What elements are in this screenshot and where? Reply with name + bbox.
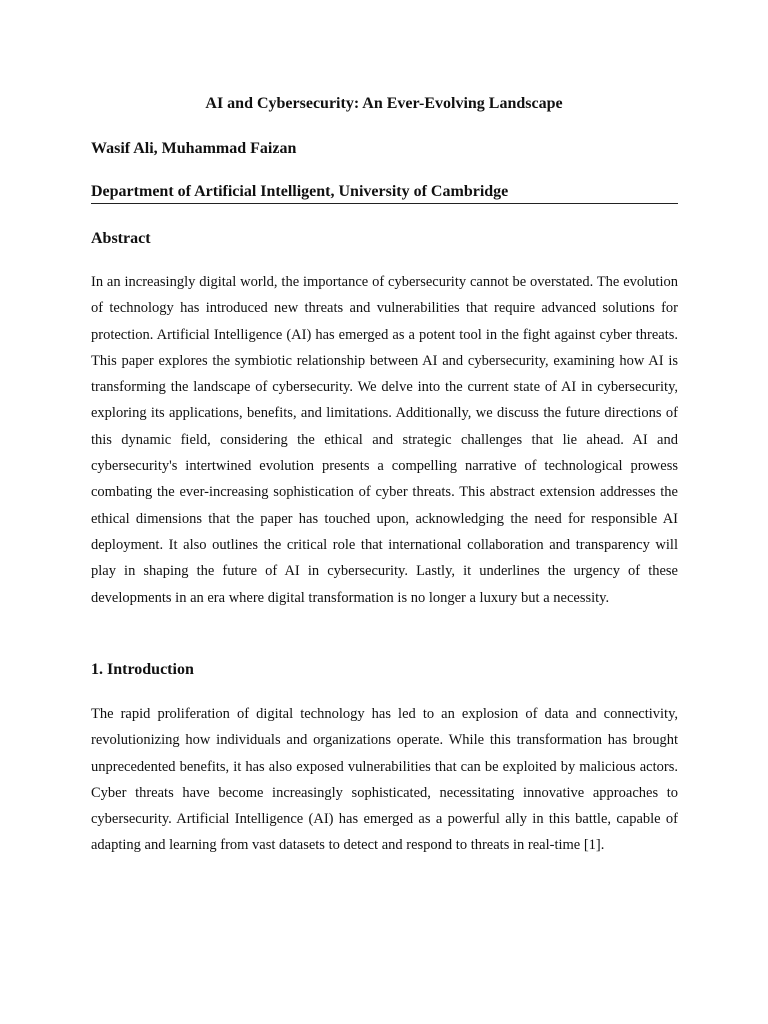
introduction-body: The rapid proliferation of digital technology has led to an explosion of data and connectivity, revolutionizing how individuals and organizations operate. While this transformation has brought unprecedented benefits, it has also exposed vulnerabilities that can be exploited by malicious actors. Cyber threats have become increasingly sophisticated, necessitating innovative approaches to cybersecurity. Artificial Intelligence (AI) has emerged as a powerful ally in this battle, capable of adapting and learning from vast datasets to detect and respond to threats in real-time [1]. [91, 706, 678, 854]
introduction-heading: 1. Introduction [91, 661, 194, 678]
abstract-heading: Abstract [91, 230, 151, 247]
paper-authors: Wasif Ali, Muhammad Faizan [91, 140, 297, 157]
abstract-body: In an increasingly digital world, the importance of cybersecurity cannot be overstated. The evolution of technology has introduced new threats and vulnerabilities that require advanced solutions for protection. Artificial Intelligence (AI) has emerged as a potent tool in the fight against cyber threats. This paper explores the symbiotic relationship between AI and cybersecurity, examining how AI is transforming the landscape of cybersecurity. We delve into the current state of AI in cybersecurity, exploring its applications, benefits, and limitations. Additionally, we discuss the future directions of this dynamic field, considering the ethical and strategic challenges that lie ahead. AI and cybersecurity's intertwined evolution presents a compelling narrative of technological prowess combating the ever-increasing sophistication of cyber threats. This abstract extension addresses the ethical dimensions that the paper has touched upon, acknowledging the need for responsible AI deployment. It also outlines the critical role that international collaboration and transparency will play in shaping the future of AI in cybersecurity. Lastly, it underlines the urgency of these developments in an era where digital transformation is no longer a luxury but a necessity. [91, 274, 678, 606]
paper-affiliation: Department of Artificial Intelligent, University of Cambridge [91, 183, 509, 200]
header-divider [91, 203, 678, 204]
paper-title: AI and Cybersecurity: An Ever-Evolving Landscape [205, 95, 563, 112]
